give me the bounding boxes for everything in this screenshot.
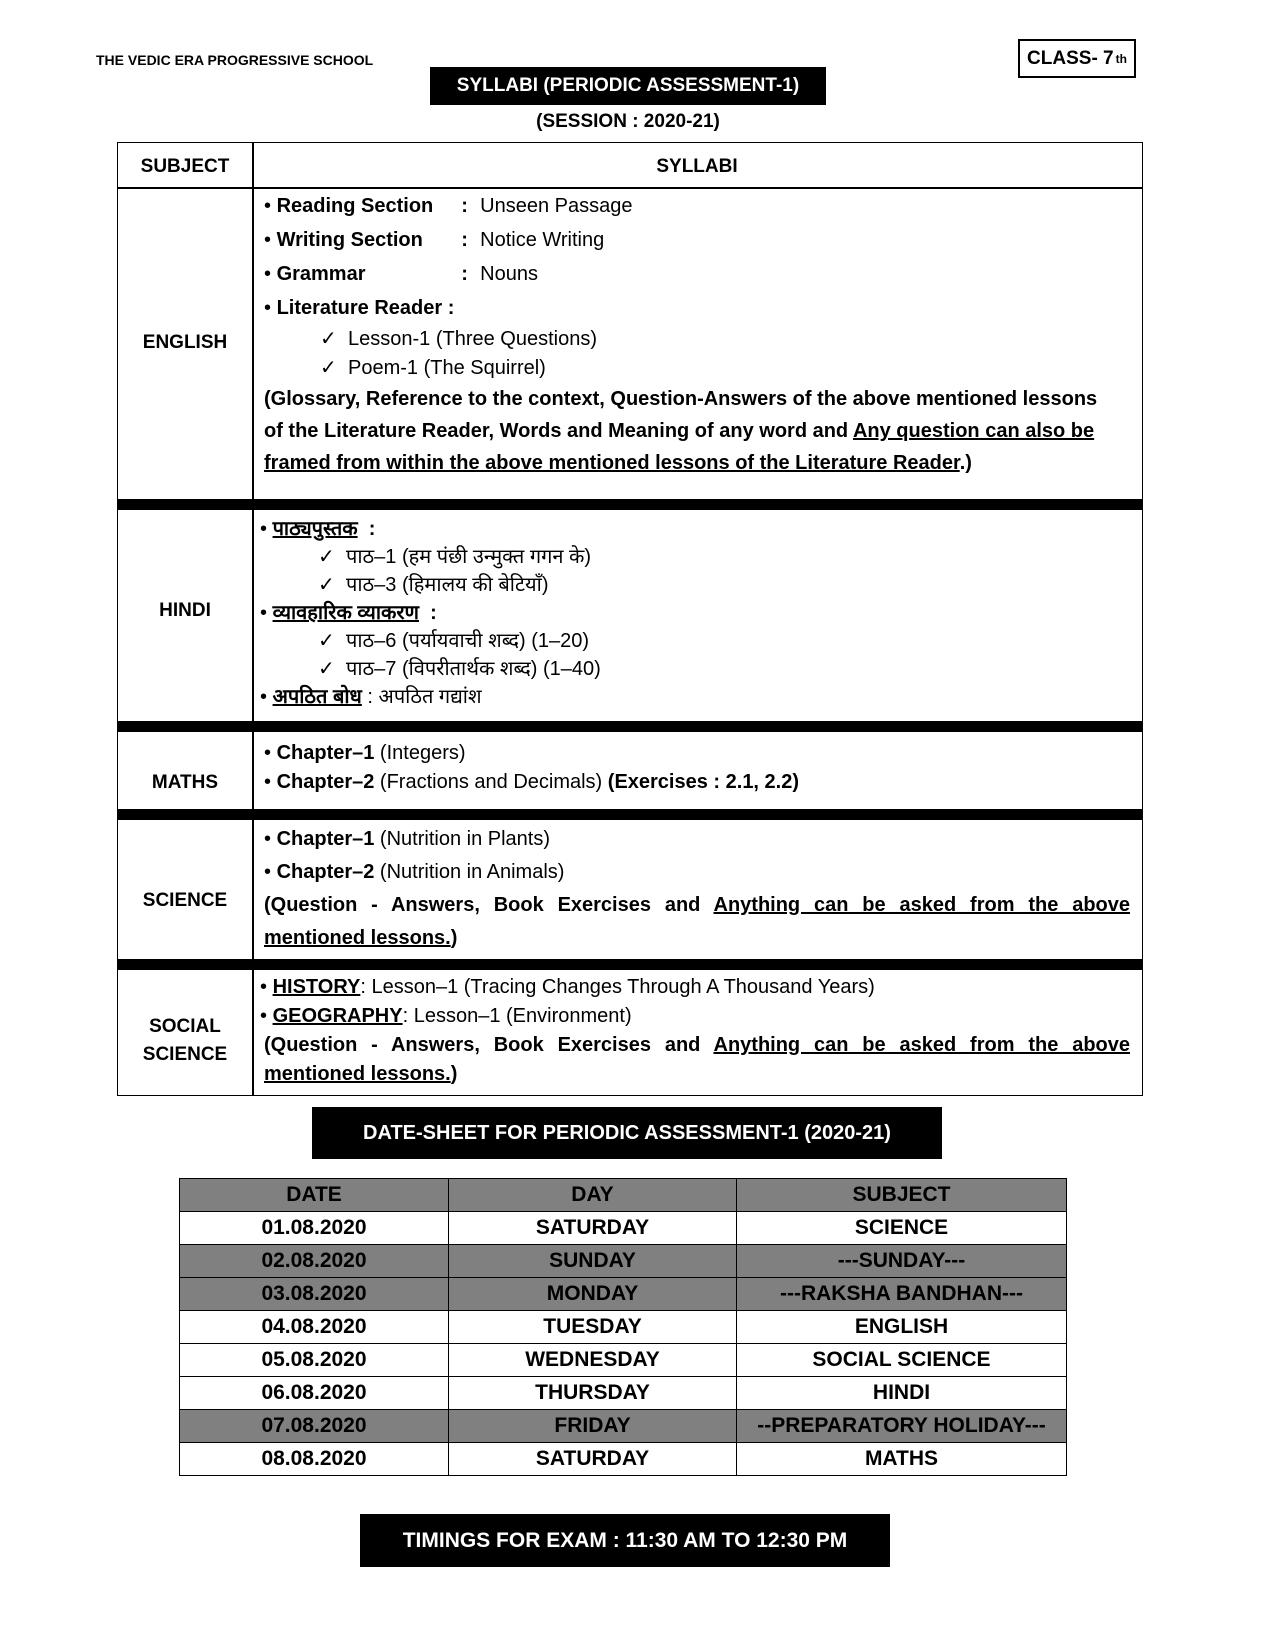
note-text: .) — [959, 452, 972, 474]
history-value: : Lesson–1 (Tracing Changes Through A Thousand Years) — [360, 976, 875, 998]
cell-subject: MATHS — [737, 1443, 1067, 1476]
maths-syllabus — [264, 739, 1130, 797]
english-note-line-3 — [264, 447, 1130, 479]
note-text: ) — [450, 1063, 458, 1085]
table-row — [180, 1344, 1067, 1377]
literature-label: Literature Reader : — [276, 297, 455, 319]
english-note-line-2 — [264, 415, 1130, 447]
note-underlined: Anything can be asked from the above — [713, 1034, 1130, 1056]
datesheet-title: DATE-SHEET FOR PERIODIC ASSESSMENT-1 (2020-21) — [312, 1107, 942, 1159]
note-text: (Question - Answers, Book Exercises and — [264, 1034, 714, 1056]
class-label: CLASS- 7 — [1027, 47, 1114, 69]
subject-maths: MATHS — [151, 772, 219, 793]
cell-day: SATURDAY — [449, 1443, 737, 1476]
cell-date: 02.08.2020 — [180, 1245, 449, 1278]
column-header-subject: SUBJECT — [737, 1179, 1067, 1212]
chapter-value: (Nutrition in Plants) — [374, 828, 550, 850]
subject-science: SCIENCE — [142, 890, 228, 911]
subject-name-line: SOCIAL — [149, 1016, 221, 1037]
list-item: • Reading Section : Unseen Passage — [264, 189, 1130, 223]
geography-label: GEOGRAPHY — [272, 1005, 403, 1027]
list-item: • व्यावहारिक व्याकरण : — [260, 602, 437, 624]
lesson-item: पाठ–1 (हम पंछी उन्मुक्त गगन के) — [346, 546, 592, 568]
list-item: • Chapter–1 (Integers) — [264, 742, 466, 764]
list-item: • Chapter–1 (Nutrition in Plants) — [264, 828, 550, 850]
exam-timings: TIMINGS FOR EXAM : 11:30 AM TO 12:30 PM — [360, 1514, 890, 1567]
note-underlined: mentioned lessons. — [264, 1063, 451, 1085]
checkmark-icon: ✓ — [320, 357, 337, 379]
hindi-syllabus — [260, 515, 1130, 711]
cell-subject: ---RAKSHA BANDHAN--- — [737, 1278, 1067, 1311]
syllabus-table — [117, 142, 1143, 1096]
chapter-label: Chapter–2 — [276, 771, 375, 793]
table-row — [180, 1245, 1067, 1278]
lesson-item: पाठ–3 (हिमालय की बेटियाँ) — [346, 574, 549, 596]
cell-subject: HINDI — [737, 1377, 1067, 1410]
note-underlined: framed from within the above mentioned lessons of the Literature Reader — [264, 452, 960, 474]
exercises-label: (Exercises : 2.1, 2.2) — [607, 771, 800, 793]
note-underlined: Any question can also be — [852, 420, 1095, 442]
unseen-value: : अपठित गद्यांश — [367, 686, 482, 708]
subject-social-science — [118, 1013, 252, 1069]
science-syllabus — [264, 823, 1130, 955]
datesheet-table — [179, 1178, 1067, 1476]
column-divider — [252, 143, 254, 1095]
note-text: ) — [450, 927, 458, 949]
section-divider — [118, 499, 1142, 510]
column-header-date: DATE — [180, 1179, 449, 1212]
cell-subject: ---SUNDAY--- — [737, 1245, 1067, 1278]
subject-name-line: SCIENCE — [142, 1044, 228, 1065]
note-text: (Question - Answers, Book Exercises and — [264, 894, 714, 916]
cell-date: 08.08.2020 — [180, 1443, 449, 1476]
subject-hindi: HINDI — [159, 600, 211, 621]
table-row — [180, 1278, 1067, 1311]
datesheet-body — [180, 1212, 1067, 1476]
table-row — [180, 1212, 1067, 1245]
cell-date: 07.08.2020 — [180, 1410, 449, 1443]
page-title: SYLLABI (PERIODIC ASSESSMENT-1) — [430, 67, 826, 105]
reading-label: Reading Section — [276, 195, 434, 217]
english-note-line-1: (Glossary, Reference to the context, Question-Answers of the above mentioned lessons — [264, 388, 1098, 410]
subject-english: ENGLISH — [142, 332, 228, 353]
column-header-day: DAY — [449, 1179, 737, 1212]
list-item: • Chapter–2 (Fractions and Decimals) (Exercises : 2.1, 2.2) — [264, 771, 800, 793]
cell-date: 01.08.2020 — [180, 1212, 449, 1245]
history-label: HISTORY — [272, 976, 361, 998]
cell-date: 05.08.2020 — [180, 1344, 449, 1377]
writing-label: Writing Section — [276, 229, 423, 251]
section-divider — [118, 809, 1142, 820]
checkmark-icon: ✓ — [318, 546, 335, 568]
list-item: • Literature Reader : — [264, 297, 455, 319]
cell-subject: SCIENCE — [737, 1212, 1067, 1245]
reading-value: Unseen Passage — [480, 195, 633, 217]
cell-date: 04.08.2020 — [180, 1311, 449, 1344]
checkmark-icon: ✓ — [318, 630, 335, 652]
cell-subject: SOCIAL SCIENCE — [737, 1344, 1067, 1377]
chapter-value: (Integers) — [374, 742, 466, 764]
table-row — [180, 1377, 1067, 1410]
cell-day: FRIDAY — [449, 1410, 737, 1443]
english-syllabus — [264, 189, 1130, 479]
writing-value: Notice Writing — [480, 229, 605, 251]
list-item — [260, 571, 1130, 599]
table-row — [180, 1311, 1067, 1344]
list-item: • Chapter–2 (Nutrition in Animals) — [264, 861, 565, 883]
cell-day: MONDAY — [449, 1278, 737, 1311]
school-name: THE VEDIC ERA PROGRESSIVE SCHOOL — [96, 52, 374, 68]
class-superscript: th — [1115, 51, 1127, 66]
checkmark-icon: ✓ — [318, 658, 335, 680]
social-note-line-1 — [260, 1031, 1130, 1060]
list-item: • Grammar : Nouns — [264, 257, 1130, 291]
section-divider — [118, 959, 1142, 970]
colon: : — [430, 602, 437, 624]
list-item — [260, 627, 1130, 655]
cell-date: 06.08.2020 — [180, 1377, 449, 1410]
cell-date: 03.08.2020 — [180, 1278, 449, 1311]
list-item — [264, 325, 1130, 354]
cell-subject: ENGLISH — [737, 1311, 1067, 1344]
hindi-textbook-label: पाठ्यपुस्तक — [272, 518, 358, 540]
science-note-line-2 — [264, 922, 1130, 955]
cell-day: SUNDAY — [449, 1245, 737, 1278]
section-divider — [118, 721, 1142, 732]
grammar-value: Nouns — [480, 263, 538, 285]
colon: : — [368, 518, 376, 540]
chapter-label: Chapter–2 — [276, 861, 375, 883]
note-underlined: Anything can be asked from the above — [713, 894, 1130, 916]
lesson-item: पाठ–6 (पर्यायवाची शब्द) (1–20) — [346, 630, 590, 652]
session-label: (SESSION : 2020-21) — [536, 111, 720, 132]
cell-day: THURSDAY — [449, 1377, 737, 1410]
chapter-label: Chapter–1 — [276, 742, 375, 764]
chapter-value: (Fractions and Decimals) — [374, 771, 608, 793]
cell-day: SATURDAY — [449, 1212, 737, 1245]
table-header-row — [180, 1179, 1067, 1212]
list-item: • HISTORY: Lesson–1 (Tracing Changes Through A Thousand Years) — [260, 976, 875, 998]
table-row — [180, 1410, 1067, 1443]
hindi-unseen-label: अपठित बोध — [272, 686, 362, 708]
list-item: • GEOGRAPHY: Lesson–1 (Environment) — [260, 1005, 632, 1027]
list-item: • अपठित बोध : अपठित गद्यांश — [260, 686, 482, 708]
grammar-label: Grammar — [276, 263, 366, 285]
class-box — [1018, 39, 1136, 78]
social-science-syllabus — [260, 973, 1130, 1089]
column-header-syllabi: SYLLABI — [656, 156, 738, 177]
hindi-grammar-label: व्यावहारिक व्याकरण — [272, 602, 419, 624]
lesson-item: पाठ–7 (विपरीतार्थक शब्द) (1–40) — [346, 658, 601, 680]
poem-item: Poem-1 (The Squirrel) — [348, 357, 546, 379]
column-header-subject: SUBJECT — [140, 156, 230, 177]
social-note-line-2 — [260, 1060, 1130, 1089]
cell-subject: --PREPARATORY HOLIDAY--- — [737, 1410, 1067, 1443]
geography-value: : Lesson–1 (Environment) — [402, 1005, 632, 1027]
list-item: • Writing Section : Notice Writing — [264, 223, 1130, 257]
chapter-label: Chapter–1 — [276, 828, 375, 850]
cell-day: TUESDAY — [449, 1311, 737, 1344]
lesson-item: Lesson-1 (Three Questions) — [348, 328, 598, 350]
list-item — [264, 354, 1130, 383]
list-item: • पाठ्यपुस्तक : — [260, 518, 376, 540]
note-underlined: mentioned lessons. — [264, 927, 451, 949]
checkmark-icon: ✓ — [320, 328, 337, 350]
note-text: of the Literature Reader, Words and Meaning of any word and — [264, 420, 853, 442]
cell-day: WEDNESDAY — [449, 1344, 737, 1377]
list-item — [260, 543, 1130, 571]
science-note-line-1 — [264, 889, 1130, 922]
table-row — [180, 1443, 1067, 1476]
chapter-value: (Nutrition in Animals) — [374, 861, 565, 883]
checkmark-icon: ✓ — [318, 574, 335, 596]
list-item — [260, 655, 1130, 683]
